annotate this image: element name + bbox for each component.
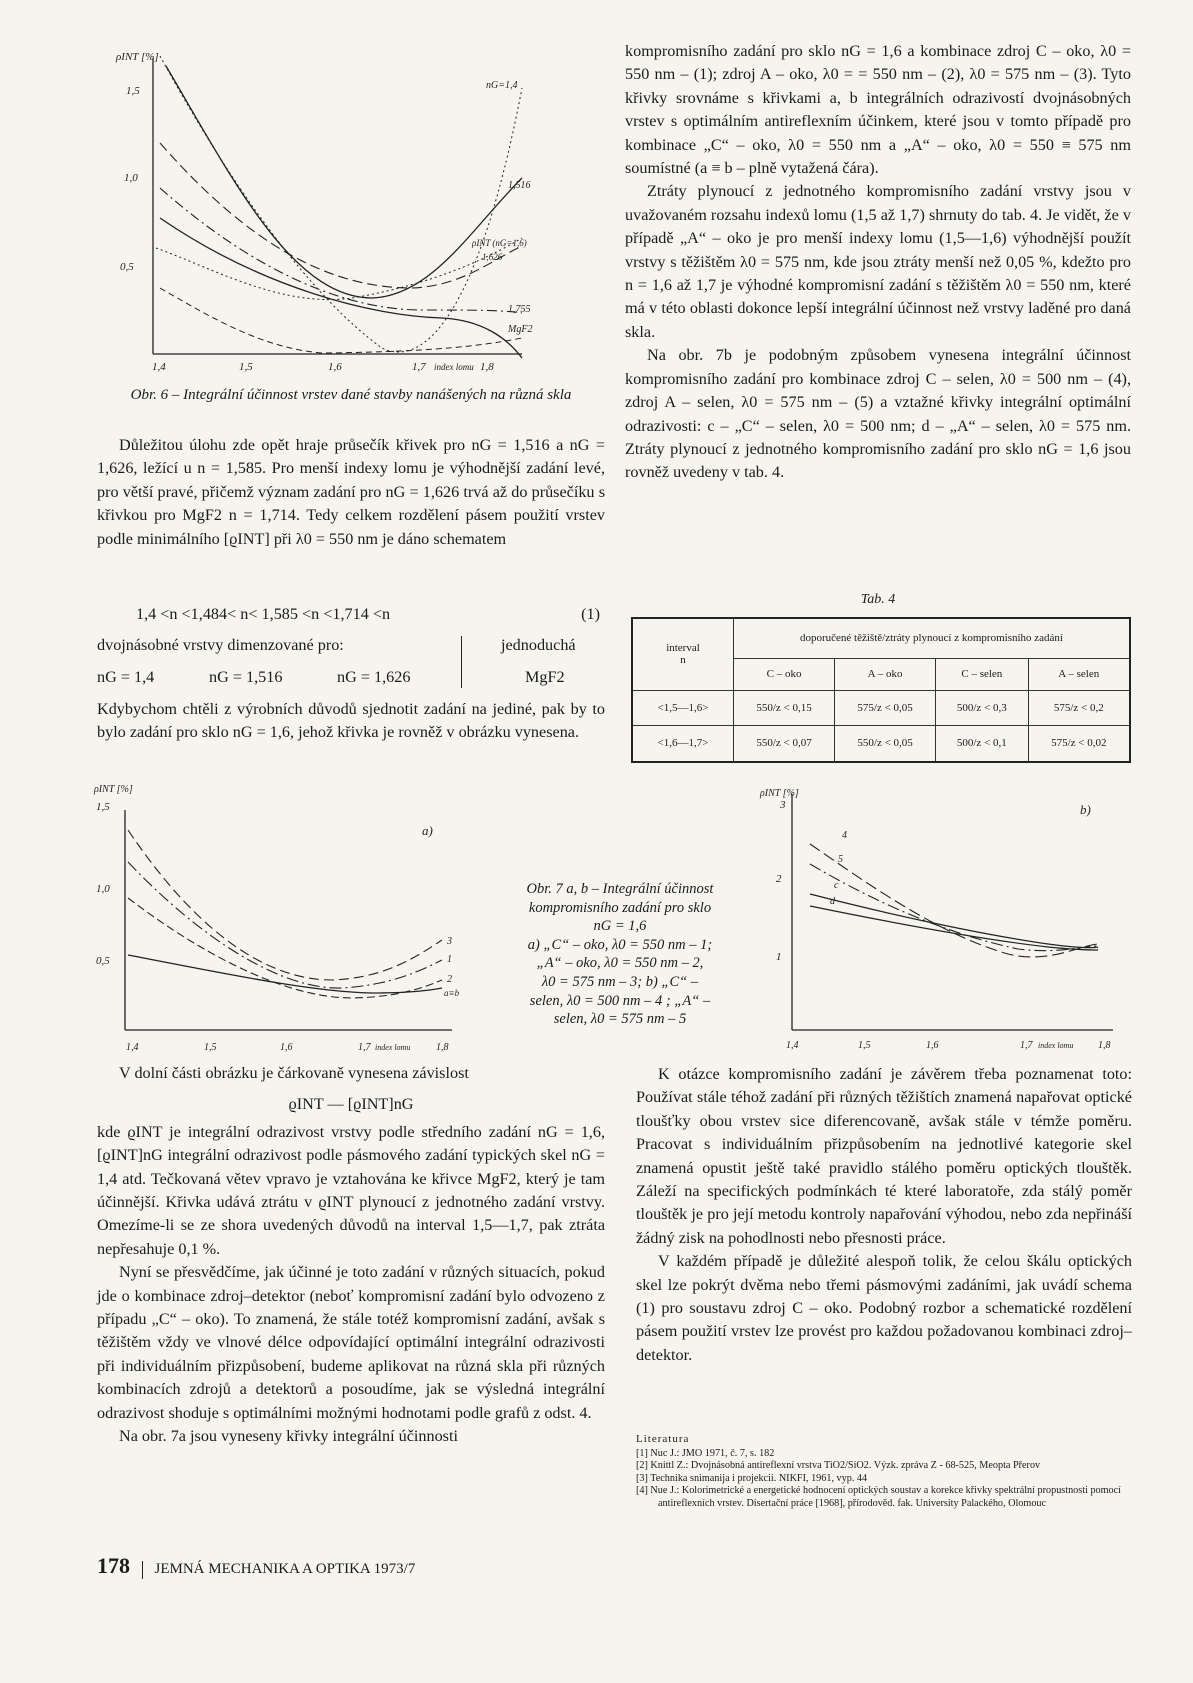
caption-line: nG = 1,6 bbox=[593, 918, 647, 935]
table-cell: 550/z < 0,15 bbox=[734, 690, 835, 725]
table-row bbox=[632, 690, 1130, 725]
curve-label: 5 bbox=[838, 854, 843, 865]
literature-heading: Literatura bbox=[636, 1433, 690, 1445]
left-column-top bbox=[97, 434, 605, 551]
table-cell: 550/z < 0,05 bbox=[835, 725, 936, 762]
x-tick-label: 1,8 bbox=[436, 1042, 449, 1053]
figure-7b-plot bbox=[758, 784, 1138, 1054]
curve-loss bbox=[160, 288, 522, 353]
figure-6-caption: Obr. 6 – Integrální účinnost vrstev dané stavby nanášených na různá skla bbox=[130, 387, 572, 403]
curve-label: c bbox=[834, 880, 839, 891]
paragraph: V dolní části obrázku je čárkovaně vynesena závislost bbox=[119, 1064, 469, 1082]
table-cell: <1,5—1,6> bbox=[632, 690, 734, 725]
curve-4 bbox=[810, 844, 1098, 957]
paragraph: kompromisního zadání pro sklo nG = 1,6 a kombinace zdroj C – oko, λ0 = 550 nm – (1); zdroj A – oko, λ0 = = 550 nm – (2), λ0 = 575 nm – (3). Tyto křivky srovnáme s křivkami a, b integrálních odrazivostí dvojnásobných vrstev s optimálním antireflexním účinkem, které jsou v tomto případě pro kombinace „C“ – oko, λ0 = 550 nm a „A“ – oko, λ0 = 550 ≡ 575 nm soumístné (a ≡ b – plně vytažená čára). bbox=[625, 42, 1131, 178]
table-subheader: A – oko bbox=[835, 658, 936, 690]
reference-item: [4] Nue J.: Kolorimetrické a energetické hodnocení optických soustav a korekce křivky spektrální propustnosti pomocí antireflexních vrstev. Disertační práce [1968], přírodověd. fak. University Palackého, Olomouc bbox=[636, 1485, 1122, 1509]
table-group-header: doporučené těžiště/ztráty plynoucí z kompromisního zadání bbox=[734, 618, 1131, 658]
x-tick-label: 1,7 bbox=[358, 1042, 371, 1053]
curve-label: 1,626 bbox=[482, 252, 503, 262]
x-tick-label: 1,6 bbox=[328, 361, 342, 373]
x-tick-label: 1,4 bbox=[786, 1040, 799, 1051]
x-tick-label: 1,7 bbox=[412, 361, 426, 373]
header-text: interval bbox=[666, 642, 700, 655]
y-tick-label: 1,5 bbox=[126, 85, 140, 97]
table-cell: 575/z < 0,02 bbox=[1028, 725, 1130, 762]
curve-label: 1,755 bbox=[508, 304, 531, 315]
curve-ng-1-4 bbox=[160, 56, 522, 352]
page-footer bbox=[97, 1553, 415, 1579]
caption-line: a) „C“ – oko, λ0 = 550 nm – 1; bbox=[527, 936, 713, 953]
table-subheader: C – selen bbox=[936, 658, 1028, 690]
x-tick-label: 1,8 bbox=[1098, 1040, 1111, 1051]
scheme-left-head: dvojnásobné vrstvy dimenzované pro: bbox=[97, 636, 344, 654]
curve-label: 3 bbox=[447, 936, 452, 947]
paragraph: Důležitou úlohu zde opět hraje průsečík křivek pro nG = 1,516 a nG = 1,626, ležící u n = 1,585. Pro menší indexy lomu je výhodnější zadání levé, pro větší pravé, přičemž význam zadání pro nG = 1,626 trvá až do průsečíku s křivkou pro MgF2 n = 1,714. Tedy celkem rozdělení pásem použití vrstev podle minimálního [ϱINT] při λ0 = 550 nm je dáno schematem bbox=[97, 436, 605, 548]
table-cell: 575/z < 0,05 bbox=[835, 690, 936, 725]
x-tick-label: 1,8 bbox=[480, 361, 494, 373]
y-tick-label: 1,0 bbox=[124, 172, 138, 184]
caption-line: Obr. 7 a, b – Integrální účinnost bbox=[526, 881, 714, 897]
caption-line: λ0 = 575 nm – 3; b) „C“ – bbox=[541, 973, 699, 990]
curve-label: ρINT (nG=1,6) bbox=[472, 238, 527, 248]
curve-1-626 bbox=[160, 143, 522, 288]
reference-item: [3] Technika snimanija i projekcii. NIKFI, 1961, vyp. 44 bbox=[636, 1472, 868, 1484]
journal-name: JEMNÁ MECHANIKA A OPTIKA 1973/7 bbox=[154, 1561, 416, 1577]
caption-line: „A“ – oko, λ0 = 550 nm – 2, bbox=[536, 955, 704, 972]
curve-label: 2 bbox=[447, 974, 452, 985]
scheme-item: nG = 1,516 bbox=[209, 668, 283, 686]
loss-formula: ϱINT — [ϱINT]nG bbox=[288, 1095, 414, 1114]
curve-label: MgF2 bbox=[508, 324, 533, 335]
x-tick-label: 1,5 bbox=[858, 1040, 871, 1051]
x-tick-label: 1,7 bbox=[1020, 1040, 1033, 1051]
y-tick-label: 1,5 bbox=[96, 801, 110, 813]
table-4 bbox=[631, 617, 1131, 763]
table-header-row bbox=[632, 618, 1130, 658]
table-header-interval bbox=[632, 618, 734, 690]
right-column-bottom bbox=[636, 1063, 1132, 1367]
caption-line: kompromisního zadání pro sklo bbox=[528, 899, 712, 916]
table-cell: 575/z < 0,2 bbox=[1028, 690, 1130, 725]
curve-label: 1 bbox=[447, 954, 452, 965]
paragraph: Kdybychom chtěli z výrobních důvodů sjednotit zadání na jediné, pak by to bylo zadání pro sklo nG = 1,6, jehož křivka je rovněž v obrázku vynesena. bbox=[97, 700, 605, 742]
figure-tag: a) bbox=[422, 823, 433, 838]
figure-7b bbox=[758, 784, 1138, 1054]
curve-1 bbox=[128, 862, 442, 988]
scheme-item: MgF2 bbox=[525, 668, 565, 686]
curve-label: 1,516 bbox=[508, 180, 531, 191]
curve-label: nG=1,4 bbox=[486, 80, 518, 91]
x-tick-label: 1,5 bbox=[239, 361, 253, 373]
scheme-number: (1) bbox=[581, 605, 600, 623]
figure-6 bbox=[112, 48, 542, 378]
paragraph: Nyní se přesvědčíme, jak účinné je toto zadání v různých situacích, pokud jde o kombinace zdroj–detektor (neboť kompromisní zadání bylo odvozeno z případu „C“ – oko). To znamená, že stále totéž kompromisní zadání, avšak s těžištěm vždy ve vlnové délce odpovídající optimální integrální odrazivosti při individuálním přizpůsobení, budeme aplikovat na různá skla při různých kombinacích zdrojů a detektorů a posoudíme, jak se výsledná integrální odrazivost shoduje s optimálními možnými hodnotami podle grafů z odst. 4. bbox=[97, 1263, 605, 1422]
y-axis-label: ρINT [%] bbox=[94, 784, 133, 795]
scheme-item: nG = 1,626 bbox=[337, 668, 411, 686]
right-column-top bbox=[625, 40, 1131, 485]
figure-tag: b) bbox=[1080, 802, 1091, 817]
curve-label: 4 bbox=[842, 830, 847, 841]
scheme-right-head: jednoduchá bbox=[501, 636, 576, 654]
reference-item: [1] Nuc J.: JMO 1971, č. 7, s. 182 bbox=[636, 1447, 775, 1459]
figure-7a-plot bbox=[92, 780, 472, 1060]
scheme-formula bbox=[136, 605, 606, 624]
left-column-mid bbox=[97, 698, 605, 745]
paragraph: K otázce kompromisního zadání je závěrem třeba poznamenat toto: Používat stále téhož zadání při různých těžištích znamená napařovat optické tloušťky obou vrstev sice diferencovaně, avšak stále v témže poměru. Pracovat s individuálním přizpůsobením na jednotlivé kategorie skel znamená opustit ještě také pravidlo stálého poměru optických tlouštěk. Záleží na specifických podmínkách té které laboratoře, zda stálý poměr tlouštěk je pro její metodu kontroly napařování výhodou, nebo zda nepřináší žádný zisk na pohodlnosti nebo přesnosti práce. bbox=[636, 1065, 1132, 1247]
table-row bbox=[632, 725, 1130, 762]
table-cell: 550/z < 0,07 bbox=[734, 725, 835, 762]
x-tick-label: 1,4 bbox=[152, 361, 166, 373]
reference-item: [2] Knittl Z.: Dvojnásobná antireflexní vrstva TiO2/SiO2. Výzk. zpráva Z - 68-525, Meopta Přerov bbox=[636, 1460, 1041, 1472]
y-tick-label: 1 bbox=[776, 951, 782, 963]
table-4-title: Tab. 4 bbox=[860, 592, 896, 607]
table-subheader: C – oko bbox=[734, 658, 835, 690]
scheme-text: 1,4 <n <1,484< n< 1,585 <n <1,714 <n bbox=[136, 605, 391, 623]
figure-7-caption bbox=[492, 880, 748, 1029]
curve-label: a≡b bbox=[444, 988, 460, 998]
caption-line: selen, λ0 = 500 nm – 4 ; „A“ – bbox=[529, 992, 711, 1009]
paragraph: Ztráty plynoucí z jednotného kompromisního zadání vrstvy jsou v uvažovaném rozsahu indexů lomu (1,5 až 1,7) shrnuty do tab. 4. Je vidět, že v případě „A“ – oko je pro menší indexy lomu (1,5—1,6) výhodnější použít vrstvy s těžištěm λ0 = 575 nm, kde jsou ztráty menší než 0,05 %, kdežto pro n = 1,6 až 1,7 je výhodné kompromisní zadání s těžištěm λ0 = 550 nm, které má v této oblasti dokonce lepší integrální účinnost než vrstvy laděné pro daná skla. bbox=[625, 182, 1131, 341]
left-column-bottom bbox=[97, 1062, 605, 1449]
page-number: 178 bbox=[97, 1553, 130, 1578]
y-axis-label: ρINT [%] bbox=[116, 51, 159, 63]
scheme-table bbox=[97, 636, 605, 696]
x-axis-label: index lomu bbox=[1038, 1041, 1074, 1050]
y-tick-label: 1,0 bbox=[96, 883, 110, 895]
table-subheader: A – selen bbox=[1028, 658, 1130, 690]
curve-2 bbox=[128, 898, 442, 998]
y-tick-label: 0,5 bbox=[120, 261, 134, 273]
paragraph: Na obr. 7b je podobným způsobem vynesena integrální účinnost kompromisního zadání pro kombinace zdroj C – selen, λ0 = 500 nm – (4), zdroj A – selen, λ0 = 575 nm – (5) a vztažné křivky integrální optimální odrazivosti: c – „C“ – selen, λ0 = 500 nm; d – „A“ – selen, λ0 = 575 nm. Ztráty plynoucí z jednotného kompromisního zadání pro sklo nG = 1,6 jsou rovněž uvedeny v tab. 4. bbox=[625, 346, 1131, 482]
paragraph: V každém případě je důležité alespoň tolik, že celou škálu optických skel lze pokrýt dvěma nebo třemi pásmovými zadáními, jak uvádí schema (1) pro soustavu zdroj C – oko. Podobný rozbor a schematické rozdělení pásem použití vrstev lze provést pro každou požadovanou kombinaci zdroj–detektor. bbox=[636, 1252, 1132, 1364]
curve-label: d bbox=[830, 896, 835, 907]
figure-7a bbox=[92, 780, 472, 1060]
curve-3 bbox=[128, 830, 442, 980]
scheme-divider bbox=[461, 636, 462, 688]
paragraph: kde ϱINT je integrální odrazivost vrstvy podle středního zadání nG = 1,6, [ϱINT]nG integrální odrazivost podle pásmového zadání typických skel nG = 1,4 atd. Tečkovaná větev vpravo je vztahována ke křivce MgF2, který je tam účinnější. Křivka udává ztrátu v ϱINT plynoucí z jednotného zadání vrstvy. Omezíme-li se ze shora uvedených důvodů na interval 1,5—1,7, pak ztráta nepřesahuje 0,1 %. bbox=[97, 1122, 605, 1258]
x-tick-label: 1,6 bbox=[926, 1040, 939, 1051]
x-axis-label: index lomu bbox=[375, 1043, 411, 1052]
table-cell: 500/z < 0,1 bbox=[936, 725, 1028, 762]
figure-6-plot bbox=[112, 48, 542, 378]
scheme-item: nG = 1,4 bbox=[97, 668, 155, 686]
table-cell: 500/z < 0,3 bbox=[936, 690, 1028, 725]
table-cell: <1,6—1,7> bbox=[632, 725, 734, 762]
header-text: n bbox=[680, 654, 686, 667]
curve-a-b bbox=[128, 955, 442, 993]
x-tick-label: 1,5 bbox=[204, 1042, 217, 1053]
y-tick-label: 0,5 bbox=[96, 955, 110, 967]
paragraph: Na obr. 7a jsou vyneseny křivky integrální účinnosti bbox=[119, 1427, 458, 1446]
curve-c bbox=[810, 894, 1098, 948]
y-tick-label: 2 bbox=[776, 873, 782, 885]
x-axis-label: index lomu bbox=[434, 362, 474, 372]
x-tick-label: 1,6 bbox=[280, 1042, 293, 1053]
footer-divider bbox=[142, 1561, 143, 1579]
y-tick-label: 3 bbox=[780, 799, 786, 811]
curve-1-516 bbox=[166, 66, 522, 298]
literature bbox=[636, 1433, 1136, 1511]
curve-5 bbox=[810, 864, 1098, 951]
x-tick-label: 1,4 bbox=[126, 1042, 139, 1053]
y-axis-label: ρINT [%] bbox=[760, 788, 799, 799]
caption-line: selen, λ0 = 575 nm – 5 bbox=[553, 1011, 687, 1028]
